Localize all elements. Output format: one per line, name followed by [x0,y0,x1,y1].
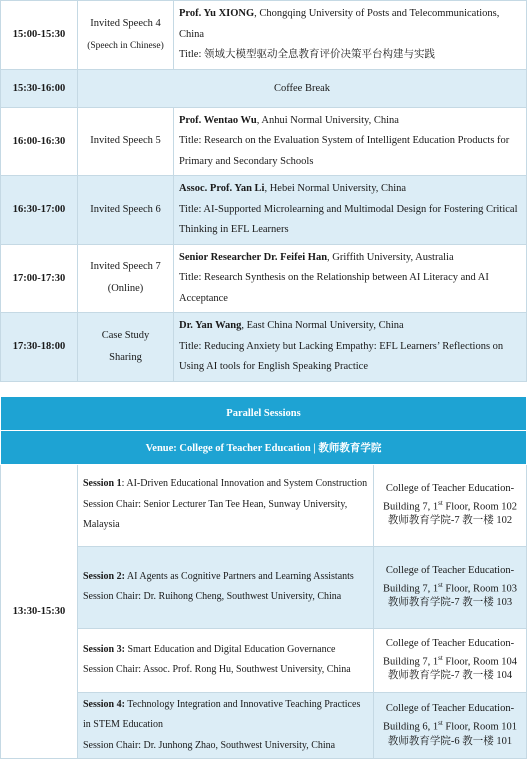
speaker-affiliation: , Chongqing University of Posts and Telecommunications, China [179,8,499,40]
room-sup: st [438,654,443,662]
schedule-row [1,1,527,70]
schedule-row [1,244,527,313]
room-en-floor: Floor, Room 101 [443,722,517,733]
type-line: Sharing [78,347,173,369]
session-chair: Session Chair: Senior Lecturer Tan Tee Hean, Sunway University, Malaysia [83,499,347,531]
time-cell: 16:30-17:00 [1,176,78,245]
room-cn: 教师教育学院-7 教一楼 103 [388,597,512,608]
speaker-name: Prof. Yu XIONG [179,8,254,19]
talk-title: Title: 领域大模型驱动全息教育评价决策平台构建与实践 [179,49,435,60]
speaker-affiliation: , Hebei Normal University, China [264,183,406,194]
time-cell: 15:00-15:30 [1,1,78,70]
schedule-row [1,176,527,245]
session-room [374,464,527,546]
room-cn: 教师教育学院-7 教一楼 104 [388,670,512,681]
room-en: College of Teacher Education-Building 7, 1 [383,483,514,513]
room-en-floor: Floor, Room 104 [443,656,517,667]
speaker-name: Assoc. Prof. Yan Li [179,183,264,194]
session-topic: AI Agents as Cognitive Partners and Learning Assistants [125,571,354,582]
detail-cell [174,176,527,245]
type-cell [78,313,174,382]
room-cn: 教师教育学院-6 教一楼 101 [388,736,512,747]
room-sup: st [438,499,443,507]
type-line: Invited Speech 5 [78,130,173,152]
speaker-affiliation: , Anhui Normal University, China [257,115,399,126]
type-line: Invited Speech 6 [78,199,173,221]
room-en-floor: Floor, Room 103 [443,583,517,594]
session-chair: Session Chair: Assoc. Prof. Rong Hu, Southwest University, China [83,664,351,675]
session-row [1,628,527,692]
type-cell [78,107,174,176]
session-detail [78,692,374,759]
session-row [1,692,527,759]
session-label: Session 1 [83,478,122,489]
speaker-name: Senior Researcher Dr. Feifei Han [179,252,327,263]
speaker-name: Prof. Wentao Wu [179,115,257,126]
room-en-floor: Floor, Room 102 [443,501,517,512]
talk-title: Title: Research Synthesis on the Relationship between AI Literacy and AI Acceptance [179,272,489,304]
time-cell: 13:30-15:30 [1,464,78,759]
session-row [1,546,527,628]
time-cell: 17:00-17:30 [1,244,78,313]
time-cell: 15:30-16:00 [1,69,78,107]
session-label: Session 2: [83,571,125,582]
time-cell: 16:00-16:30 [1,107,78,176]
session-topic: : AI-Driven Educational Innovation and System Construction [122,478,368,489]
room-en: College of Teacher Education-Building 6, 1 [383,703,514,733]
type-line: Case Study [78,325,173,347]
parallel-sessions-table [0,396,527,759]
session-room [374,628,527,692]
detail-cell [174,313,527,382]
time-cell: 17:30-18:00 [1,313,78,382]
venue-heading: Venue: College of Teacher Education | 教师教育学院 [1,430,527,464]
talk-title: Title: AI-Supported Microlearning and Multimodal Design for Fostering Critical Thinking in EFL Learners [179,204,518,236]
detail-cell [174,107,527,176]
schedule-row [1,107,527,176]
room-sup: st [438,581,443,589]
schedule-row [1,313,527,382]
session-topic: Smart Education and Digital Education Governance [125,644,336,655]
room-cn: 教师教育学院-7 教一楼 102 [388,515,512,526]
type-line: Invited Speech 4 [78,13,173,35]
coffee-break: Coffee Break [78,69,527,107]
speaker-affiliation: , East China Normal University, China [241,320,403,331]
session-chair: Session Chair: Dr. Ruihong Cheng, Southwest University, China [83,591,341,602]
session-label: Session 4: [83,699,125,710]
session-label: Session 3: [83,644,125,655]
session-room [374,692,527,759]
type-cell [78,176,174,245]
schedule-row [1,69,527,107]
session-chair: Session Chair: Dr. Junhong Zhao, Southwest University, China [83,740,335,751]
session-row [1,464,527,546]
session-detail [78,464,374,546]
type-cell [78,1,174,70]
talk-title: Title: Reducing Anxiety but Lacking Empathy: EFL Learners’ Reflections on Using AI tools for English Speaking Practice [179,341,503,373]
session-detail [78,546,374,628]
room-en: College of Teacher Education-Building 7, 1 [383,638,514,668]
type-line: (Online) [78,278,173,300]
talk-title: Title: Research on the Evaluation System of Intelligent Education Products for Primary and Secondary Schools [179,135,509,167]
room-en: College of Teacher Education-Building 7, 1 [383,565,514,595]
type-line: Invited Speech 7 [78,256,173,278]
speaker-name: Dr. Yan Wang [179,320,241,331]
detail-cell [174,244,527,313]
room-sup: st [438,719,443,727]
detail-cell [174,1,527,70]
type-cell [78,244,174,313]
session-detail [78,628,374,692]
session-topic: Technology Integration and Innovative Teaching Practices in STEM Education [83,699,360,731]
type-line: (Speech in Chinese) [78,35,173,57]
speaker-affiliation: , Griffith University, Australia [327,252,454,263]
section-gap [0,382,527,396]
session-room [374,546,527,628]
parallel-sessions-heading: Parallel Sessions [1,396,527,430]
